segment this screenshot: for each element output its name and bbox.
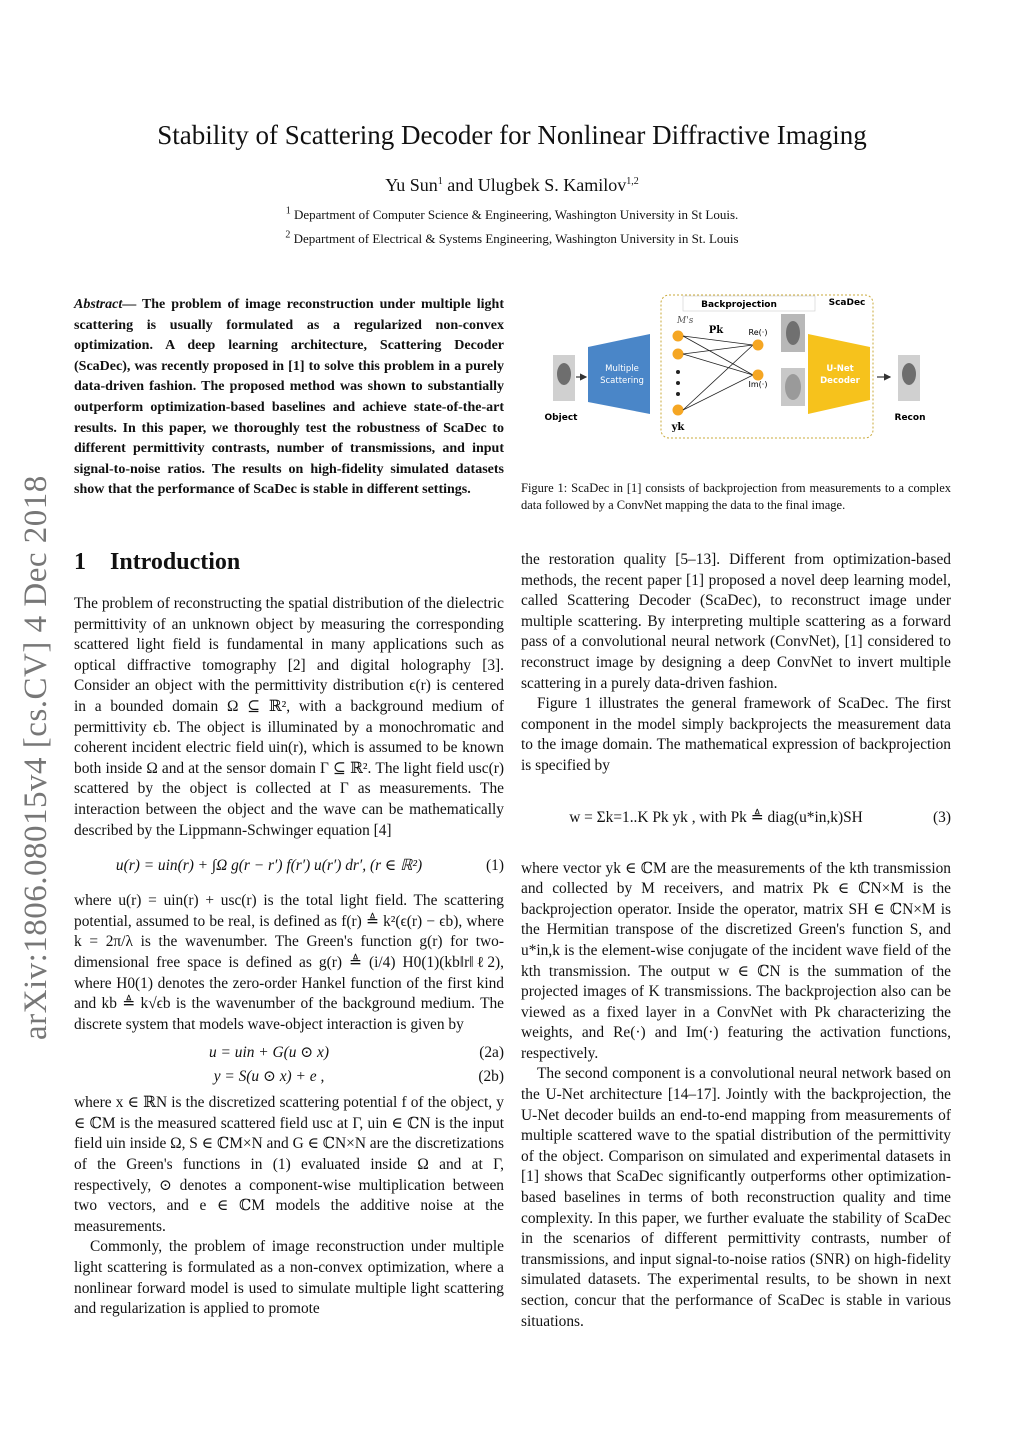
section-title: Introduction [110, 549, 241, 575]
affiliation-2-sup: 2 [285, 229, 291, 241]
equation-3-tag: (3) [933, 808, 951, 826]
backprojection-label: Backprojection [701, 300, 777, 310]
section-heading [74, 549, 240, 576]
equation-1-body: u(r) = uin(r) + ∫Ω g(r − r′) f(r′) u(r′) dr′, (r ∈ ℝ²) [115, 857, 423, 875]
input-node-2 [673, 349, 684, 360]
unet-label-2: Decoder [820, 376, 860, 386]
author-2-name: Ulugbek S. Kamilov [477, 175, 627, 195]
intro-paragraph-1: The problem of reconstructing the spatial distribution of the dielectric permittivity of an unknown object by measuring the corresponding scattered light field is fundamental in many applications such as optical diffractive tomography [2] and digital holography [3]. Consider an object with the permittivity distribution ϵ(r) is centered in a bounded domain Ω ⊆ ℝ², with a background medium of permittivity ϵb. The object is illuminated by a monochromatic and coherent incident electric field uin(r), which is assumed to be known both inside Ω and at the sensor domain Γ ⊆ ℝ². The light field usc(r) scattered by the object is collected at Γ as measurements. The interaction between the object and the wave can be mathematically described by the Lippmann-Schwinger equation [4] [74, 595, 504, 839]
equation-3 [521, 777, 951, 859]
right-column [521, 550, 951, 1332]
re-node [753, 340, 764, 351]
recon-label: Recon [894, 413, 926, 423]
intro-paragraph-3: where x ∈ ℝN is the discretized scattering potential f of the object, y ∈ ℂM is the measured scattered field usc at Γ, uin ∈ ℂN is the input field uin inside Ω, S ∈ ℂM×N and G ∈ ℂN×N are the discretizations of the Green's functions in (1) evaluated inside Ω and at Γ, respectively, ⊙ denotes a component-wise multiplication between two vectors, and e ∈ ℂM models the additive noise at the measurements. [74, 1094, 504, 1235]
scadec-label: ScaDec [828, 298, 866, 308]
unet-label-1: U-Net [826, 364, 854, 374]
abstract-text: The problem of image reconstruction under multiple light scattering is usually formulated as a regularized non-convex optimization. A deep learning architecture, Scattering Decoder (ScaDec), was recently proposed in [1] to solve this problem in a purely data-driven fashion. The proposed method was shown to substantially outperform optimization-based baselines and achieve state-of-the-art results. In this paper, we thoroughly test the robustness of ScaDec to different permittivity contrasts, number of transmissions, and input signal-to-noise ratios. The results on high-fidelity simulated datasets show that the performance of ScaDec is stable in different settings. [74, 297, 504, 498]
affiliation-2 [0, 231, 1024, 247]
abstract [74, 295, 504, 501]
affiliation-1-sup: 1 [285, 205, 291, 217]
author-2-affil: 1,2 [626, 176, 639, 187]
multiple-scattering-label-1: Multiple [605, 364, 639, 374]
im-node [753, 370, 764, 381]
paper-title: Stability of Scattering Decoder for Nonlinear Diffractive Imaging [157, 120, 867, 150]
affiliation-1 [0, 207, 1024, 223]
arxiv-stamp: arXiv:1806.08015v4 [cs.CV] 4 Dec 2018 [18, 475, 54, 1040]
intro-paragraph-6: Figure 1 illustrates the general framework of ScaDec. The first component in the model simply backprojects the measurement data to the image domain. The mathematical expression of backprojection is specified by [521, 695, 951, 774]
author-1-affil: 1 [437, 176, 443, 187]
figure-1-caption: Figure 1: ScaDec in [1] consists of backprojection from measurements to a complex data followed by a ConvNet mapping the data to the final image. [521, 481, 951, 512]
intro-paragraph-5: the restoration quality [5–13]. Different from optimization-based methods, the recent paper [1] proposed a novel deep learning model, called Scattering Decoder (ScaDec), to reconstruct image under multiple scattering. By interpreting multiple scattering as a forward pass of a convolutional neural network (ConvNet), [1] considered to reconstruct image by designing a deep ConvNet to invert multiple scattering in a purely data-driven fashion. [521, 551, 951, 692]
section-number: 1 [74, 549, 86, 575]
re-image-shape [786, 321, 800, 345]
affiliation-1-text: Department of Computer Science & Engineering, Washington University in St Louis. [294, 207, 739, 222]
equation-1-tag: (1) [486, 857, 504, 875]
author-line [0, 175, 1024, 196]
equation-2a [74, 1041, 504, 1065]
yk-label: yk [671, 422, 685, 433]
multiple-scattering-label-2: Scattering [600, 376, 644, 386]
affiliation-2-text: Department of Electrical & Systems Engineering, Washington University in St. Louis [293, 231, 739, 246]
figure-1-diagram [540, 292, 940, 442]
equation-2b-tag: (2b) [478, 1068, 504, 1086]
input-node-1 [673, 331, 684, 342]
equation-2a-body: u = uin + G(u ⊙ x) [208, 1044, 329, 1062]
abstract-dash: — [122, 297, 142, 312]
im-image-shape [785, 374, 801, 400]
object-face-shape [557, 363, 571, 385]
left-column [74, 594, 504, 1320]
author-and: and [442, 175, 478, 195]
intro-paragraph-2: where u(r) = uin(r) + usc(r) is the total light field. The scattering potential, assumed to be real, is defined as f(r) ≜ k²(ϵ(r) − ϵb), where k = 2π/λ is the wavenumber. The Green's function g(r) for two-dimensional free space is defined as g(r) ≜ (i/4) H0(1)(kb‖r‖ℓ2), where H0(1) denotes the zero-order Hankel function of the first kind and kb ≜ k√ϵb is the wavenumber of the background medium. The discrete system that models wave-object interaction is given by [74, 892, 504, 1033]
intro-paragraph-8: The second component is a convolutional neural network based on the U-Net architecture [14–17]. Jointly with the backprojection, the U-Net decoder builds an end-to-end mapping from measurements of multiple scattered wave to the spatial distribution of the permittivity of the object. Comparison on simulated and experimental datasets in [1] shows that ScaDec significantly outperforms other optimization-based baselines in terms of both reconstruction quality and time complexity. In this paper, we further evaluate the stability of ScaDec in the scenarios of different permittivity contrasts, number of transmissions, and input signal-to-noise ratios (SNR) on high-fidelity simulated datasets. The experimental results, to be shown in next section, concur that the performance of ScaDec is stable in various situations. [521, 1065, 951, 1330]
recon-face-shape [902, 363, 916, 385]
equation-1 [74, 841, 504, 891]
re-label: Re(·) [748, 328, 768, 337]
ellipsis-dot-1 [676, 370, 680, 374]
equation-2b [74, 1065, 504, 1093]
multiple-scattering-box [588, 334, 650, 414]
equation-2a-tag: (2a) [479, 1044, 504, 1062]
input-node-3 [673, 405, 684, 416]
intro-paragraph-4: Commonly, the problem of image reconstruction under multiple light scattering is formulated as a non-convex optimization, where a nonlinear forward model is used to simulate multiple light scattering and regularization is applied to promote [74, 1238, 504, 1318]
author-1-name: Yu Sun [385, 175, 438, 195]
connection-lines [683, 336, 753, 410]
unet-decoder-box [808, 334, 870, 414]
ms-label: M's [677, 316, 694, 326]
abstract-label: Abstract [74, 297, 123, 312]
im-label: Im(·) [748, 380, 768, 389]
ellipsis-dot-2 [676, 381, 680, 385]
equation-3-body: w = Σk=1..K Pk yk , with Pk ≜ diag(u*in,k)SH [569, 808, 863, 826]
equation-2b-body: y = S(u ⊙ x) + e , [213, 1068, 325, 1086]
ellipsis-dot-3 [676, 392, 680, 396]
intro-paragraph-7: where vector yk ∈ ℂM are the measurements of the kth transmission and collected by M receivers, and matrix Pk ∈ ℂN×M is the backprojection operator. Inside the operator, matrix SH ∈ ℂN×M is the Hermitian transpose of the discretized Green's function S, and u*in,k is the element-wise conjugate of the incident wave field of the kth transmission. The output w ∈ ℂN is the summation of the projected images of K transmissions. The backprojection also can be viewed as a fixed layer in a ConvNet with Pk characterizing the weights, and Re(·) and Im(·) featuring the activation functions, respectively. [521, 859, 951, 1062]
pk-label: Pk [708, 325, 724, 336]
object-label: Object [544, 413, 578, 423]
